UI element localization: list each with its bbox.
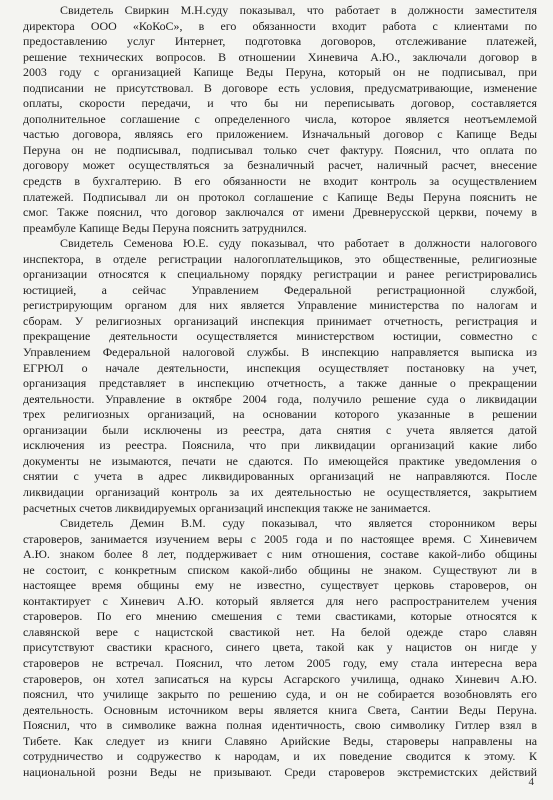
text-line: трех религиозных организаций, на основании которого указанные в решении (23, 407, 537, 422)
text-line: расчетных счетов ликвидируемых организаций инспекция также не занимается. (23, 500, 431, 515)
text-line: сотрудничество и содружество к народам, и их поведение сводится к этому. К (23, 749, 537, 764)
text-line: преамбуле Капище Веды Перуна пояснить затруднился. (23, 220, 307, 235)
text-line: деятельность. Основным источником веры является книга Света, Сантии Веды Перуна. (23, 702, 537, 717)
text-line: пояснил, что училище закрыто по решению суда, и он не собирается возобновлять его (23, 687, 537, 702)
text-line: организации относятся к специальному порядку регистрации и ранее регистрировались (23, 267, 537, 282)
text-line: Пояснил, что в символике важна полная идентичность, свою символику Гитлер взял в (23, 718, 537, 733)
paragraph (23, 236, 537, 516)
text-line: смог. Также пояснил, что договор заключался от имени Древнерусской церкви, почему в (23, 205, 537, 220)
text-line: исключения из реестра. Пояснила, что при ликвидации организаций какие либо (23, 438, 537, 453)
text-line: организации были исключены из реестра, дата снятия с учета является датой (23, 422, 537, 437)
text-line: не состоит, с конкретным списком какой-либо общины не знаком. Существуют ли в (23, 562, 537, 577)
text-line: предоставлению услуг Интернет, подготовка договоров, отслеживание платежей, (23, 34, 537, 49)
text-line: славянской вере с нацистской свастикой нет. На белой одежде старо славян (23, 624, 537, 639)
text-line: национальной розни Веды не призывают. Среди староверов экстремистских действий (23, 764, 537, 779)
text-line: ликвидации организаций контроль за их деятельностью не осуществляется, закрытием (23, 484, 537, 499)
text-line: староверов, он хотел записаться на курсы Асгарского училища, однако Хиневич А.Ю. (23, 671, 537, 686)
text-line: платежей. Подписывал ли он протокол соглашение с Капище Веды Перуна пояснить не (23, 189, 537, 204)
text-line: дополнительное соглашение с определенного числа, которое является неотъемлемой (23, 111, 537, 126)
text-line: документы не изымаются, печати не сдаются. По имеющейся практике уведомления о (23, 453, 537, 468)
text-line: оплаты, скорости передачи, и что бы ни переписывать договор, составляется (23, 96, 537, 111)
text-line: снятии с учета в адрес ликвидированных организаций не направляются. После (23, 469, 537, 484)
text-line: Свидетель Свиркин М.Н.суду показывал, что работает в должности заместителя (60, 3, 537, 17)
text-line: Свидетель Семенова Ю.Е. суду показывал, что работает в должности налогового (60, 236, 537, 251)
text-line: прекращение деятельности осуществляется министерством юстиции, совместно с (23, 329, 537, 344)
text-line: регистрирующим органом для них является Управление министерства по налогам и (23, 298, 537, 313)
paragraph (23, 516, 537, 780)
text-line: частью договора, являясь его приложением. Изначальный договор с Капище Веды (23, 127, 537, 142)
text-line: юстицией, а сейчас Управлением Федеральной регистрационной службой, (23, 282, 537, 297)
text-line: сборам. У религиозных организаций инспекция принимает отчетность, регистрация и (23, 313, 537, 328)
text-line: Управлением Федеральной налоговой службы. В инспекцию направляется выписка из (23, 345, 537, 360)
document-body (23, 3, 537, 780)
text-line: староверов. По его мнению смешения с теми свастиками, которые относятся к (23, 609, 537, 624)
page-number: 4 (528, 776, 534, 788)
text-line: средств в бухгалтерию. В его обязанности не входит контроль за осуществлением (23, 174, 537, 189)
text-line: инспектора, в отделе регистрации налогоплательщиков, это общественные, религиозные (23, 251, 537, 266)
text-line: ЕГРЮЛ о начале деятельности, инспекция осуществляет постановку на учет, (23, 360, 537, 375)
text-line: настоящее время общины ему не известно, существует церковь староверов, он (23, 578, 537, 593)
paragraph (23, 3, 537, 236)
text-line: деятельности. Управление в октябре 2004 года, получило решение суда о ликвидации (23, 391, 537, 406)
text-line: Тибете. Как следует из книги Славяно Арийские Веды, староверы направлены на (23, 733, 537, 748)
text-line: договору может осуществляться за безналичный расчет, наличный расчет, внесение (23, 158, 537, 173)
text-line: староверов, занимается изучением веры с 2005 года и по настоящее время. С Хиневичем (23, 531, 537, 546)
text-line: организация представляет в инспекцию отчетность, а также данные о прекращении (23, 376, 537, 391)
text-line: решение технических вопросов. В отношении Хиневича А.Ю., заключали договор в (23, 49, 537, 64)
text-line: А.Ю. знаком более 8 лет, поддерживает с ним отношения, составе какой-либо общины (23, 547, 537, 562)
text-line: контактирует с Хиневич А.Ю. который является для него распространителем учения (23, 593, 537, 608)
text-line: Свидетель Демин В.М. суду показывал, что является сторонником веры (60, 516, 537, 531)
text-line: присутствуют свастики красного, синего цвета, такой как у нацистов он нигде у (23, 640, 537, 655)
text-line: подписании не присутствовал. В договоре есть условия, предусматривающие, изменение (23, 80, 537, 95)
text-line: староверов не встречал. Пояснил, что летом 2005 году, ему стала интересна вера (23, 655, 537, 670)
text-line: Перуна он не подписывал, подписывал только счет фактуру. Пояснил, что оплата по (23, 142, 537, 157)
text-line: директора ООО «КоКоС», в его обязанности входит работа с клиентами по (23, 18, 537, 33)
text-line: 2003 году с организацией Капище Веды Перуна, который он не подписывал, при (23, 65, 537, 80)
